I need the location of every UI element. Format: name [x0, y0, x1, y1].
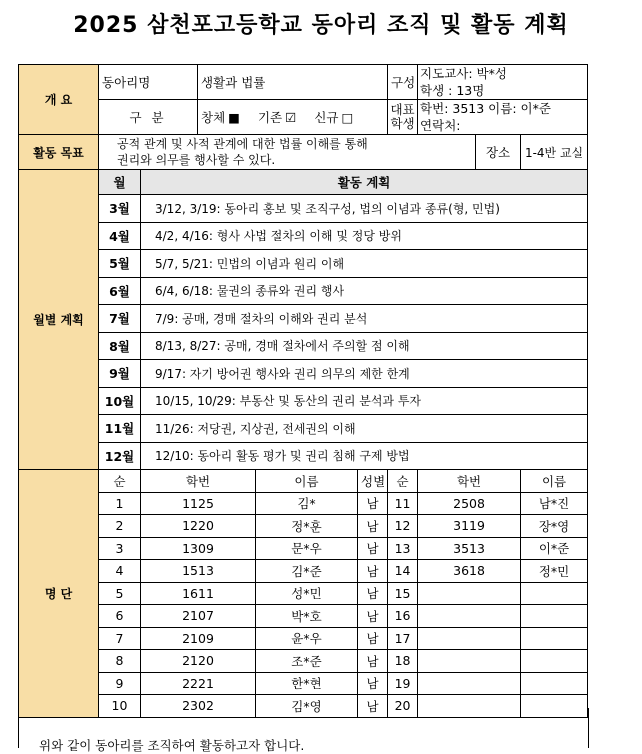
roster-cell-name: 문*우	[256, 537, 358, 560]
club-name: 생활과 법률	[198, 65, 388, 100]
advisor: 지도교사: 박*성	[420, 66, 507, 81]
roster-cell-no: 2	[99, 515, 141, 538]
roster-cell-name	[521, 605, 588, 628]
roster-cell-name	[521, 650, 588, 673]
month-plan: 11/26: 저당권, 지상권, 전세권의 이해	[141, 415, 588, 443]
roster-cell-no: 1	[99, 492, 141, 515]
roster-cell-no: 19	[388, 672, 418, 695]
page-title: 2025 삼천포고등학교 동아리 조직 및 활동 계획	[73, 13, 569, 38]
roster-cell-gender: 남	[358, 650, 388, 673]
month-row	[19, 250, 588, 278]
footer-text: 위와 같이 동아리를 조직하여 활동하고자 합니다.	[39, 738, 305, 753]
roster-cell-student-id: 1220	[141, 515, 256, 538]
composition-label: 구성	[388, 65, 418, 100]
roster-cell-name: 정*훈	[256, 515, 358, 538]
month-plan: 12/10: 동아리 활동 평가 및 권리 침해 구제 방법	[141, 442, 588, 470]
roster-cell-student-id: 1611	[141, 582, 256, 605]
month-row	[19, 195, 588, 223]
roster-cell-student-id: 2120	[141, 650, 256, 673]
roster-cell-name: 박*호	[256, 605, 358, 628]
empty-box-icon: □	[341, 110, 354, 125]
table-row	[19, 582, 588, 605]
roster-cell-student-id	[418, 627, 521, 650]
roster-cell-name: 이*준	[521, 537, 588, 560]
roster-header-name: 이름	[256, 470, 358, 493]
filled-square-icon: ■	[228, 110, 240, 125]
month-plan: 10/15, 10/29: 부동산 및 동산의 권리 분석과 투자	[141, 387, 588, 415]
roster-cell-gender: 남	[358, 627, 388, 650]
table-row	[19, 537, 588, 560]
month-cell: 3월	[99, 195, 141, 223]
roster-cell-student-id: 3618	[418, 560, 521, 583]
composition-info	[418, 65, 588, 100]
roster-cell-no: 20	[388, 695, 418, 718]
roster-cell-no: 10	[99, 695, 141, 718]
roster-cell-name: 장*영	[521, 515, 588, 538]
category-existing[interactable]: 기존 ☑	[257, 110, 297, 125]
month-row	[19, 305, 588, 333]
roster-cell-name: 조*준	[256, 650, 358, 673]
monthly-label: 월별 계획	[19, 170, 99, 470]
roster-cell-student-id	[418, 605, 521, 628]
roster-cell-no: 16	[388, 605, 418, 628]
place-value: 1-4반 교실	[521, 135, 588, 170]
roster-cell-no: 17	[388, 627, 418, 650]
month-cell: 10월	[99, 387, 141, 415]
month-plan: 5/7, 5/21: 민법의 이념과 원리 이해	[141, 250, 588, 278]
table-row	[19, 605, 588, 628]
footer-box	[18, 708, 589, 753]
roster-label: 명 단	[19, 470, 99, 718]
rep-student-label: 대표학생	[388, 100, 418, 135]
rep-info	[418, 100, 588, 135]
roster-cell-name: 정*민	[521, 560, 588, 583]
roster-cell-name: 한*현	[256, 672, 358, 695]
goal-text: 공적 관계 및 사적 관계에 대한 법률 이해를 통해 권리와 의무를 행사할 수 있다.	[99, 135, 476, 170]
roster-header-gender: 성별	[358, 470, 388, 493]
roster-cell-student-id: 2107	[141, 605, 256, 628]
roster-cell-student-id: 1513	[141, 560, 256, 583]
roster-cell-gender: 남	[358, 560, 388, 583]
month-row	[19, 277, 588, 305]
table-row	[19, 492, 588, 515]
month-row	[19, 442, 588, 470]
category-options	[198, 100, 388, 135]
month-plan: 6/4, 6/18: 물권의 종류와 권리 행사	[141, 277, 588, 305]
category-label: 구 분	[99, 100, 198, 135]
table-row	[19, 515, 588, 538]
roster-cell-name: 윤*우	[256, 627, 358, 650]
month-plan: 7/9: 공매, 경매 절차의 이해와 권리 분석	[141, 305, 588, 333]
roster-cell-student-id: 1125	[141, 492, 256, 515]
roster-cell-gender: 남	[358, 605, 388, 628]
rep-contact: 연락처:	[420, 118, 461, 133]
club-plan-table	[18, 64, 588, 718]
table-row	[19, 672, 588, 695]
roster-cell-student-id	[418, 650, 521, 673]
roster-cell-no: 8	[99, 650, 141, 673]
roster-cell-no: 14	[388, 560, 418, 583]
month-plan: 4/2, 4/16: 형사 사법 절차의 이해 및 정당 방위	[141, 222, 588, 250]
roster-cell-name: 남*진	[521, 492, 588, 515]
roster-cell-gender: 남	[358, 672, 388, 695]
roster-cell-gender: 남	[358, 537, 388, 560]
month-cell: 4월	[99, 222, 141, 250]
month-cell: 9월	[99, 360, 141, 388]
roster-cell-student-id: 2221	[141, 672, 256, 695]
table-row	[19, 560, 588, 583]
month-cell: 6월	[99, 277, 141, 305]
roster-cell-name	[521, 582, 588, 605]
roster-cell-student-id: 2109	[141, 627, 256, 650]
category-chang[interactable]: 창체 ■	[201, 110, 240, 125]
month-plan: 8/13, 8/27: 공매, 경매 절차에서 주의할 점 이해	[141, 332, 588, 360]
roster-cell-no: 4	[99, 560, 141, 583]
students-count: 학생 : 13명	[420, 83, 485, 98]
month-row	[19, 222, 588, 250]
month-cell: 5월	[99, 250, 141, 278]
roster-cell-name	[521, 627, 588, 650]
roster-cell-gender: 남	[358, 492, 388, 515]
month-row	[19, 332, 588, 360]
month-cell: 11월	[99, 415, 141, 443]
roster-header-student-id: 학번	[141, 470, 256, 493]
roster-cell-no: 3	[99, 537, 141, 560]
roster-header-student-id: 학번	[418, 470, 521, 493]
roster-cell-gender: 남	[358, 582, 388, 605]
roster-header-no: 순	[388, 470, 418, 493]
roster-cell-gender: 남	[358, 695, 388, 718]
place-label: 장소	[476, 135, 521, 170]
roster-cell-no: 7	[99, 627, 141, 650]
roster-cell-no: 6	[99, 605, 141, 628]
roster-cell-no: 9	[99, 672, 141, 695]
roster-cell-no: 13	[388, 537, 418, 560]
overview-label: 개 요	[19, 65, 99, 135]
roster-cell-student-id	[418, 582, 521, 605]
club-name-label: 동아리명	[99, 65, 198, 100]
table-body	[19, 65, 588, 718]
roster-cell-no: 18	[388, 650, 418, 673]
roster-cell-name: 성*민	[256, 582, 358, 605]
roster-cell-name: 김*	[256, 492, 358, 515]
month-row	[19, 415, 588, 443]
month-plan: 9/17: 자기 방어권 행사와 권리 의무의 제한 한계	[141, 360, 588, 388]
roster-cell-no: 5	[99, 582, 141, 605]
month-row	[19, 360, 588, 388]
roster-cell-no: 11	[388, 492, 418, 515]
roster-cell-student-id: 3119	[418, 515, 521, 538]
roster-cell-student-id: 2302	[141, 695, 256, 718]
month-plan: 3/12, 3/19: 동아리 홍보 및 조직구성, 법의 이념과 종류(형, 민법)	[141, 195, 588, 223]
month-row	[19, 387, 588, 415]
roster-cell-student-id: 2508	[418, 492, 521, 515]
checked-box-icon: ☑	[285, 110, 297, 125]
roster-cell-name: 김*영	[256, 695, 358, 718]
roster-header-no: 순	[99, 470, 141, 493]
month-cell: 7월	[99, 305, 141, 333]
plan-header: 활동 계획	[141, 170, 588, 195]
table-row	[19, 650, 588, 673]
roster-cell-student-id: 3513	[418, 537, 521, 560]
roster-cell-student-id: 1309	[141, 537, 256, 560]
month-cell: 12월	[99, 442, 141, 470]
roster-cell-no: 15	[388, 582, 418, 605]
roster-cell-no: 12	[388, 515, 418, 538]
roster-header-name: 이름	[521, 470, 588, 493]
goal-label: 활동 목표	[19, 135, 99, 170]
table-row	[19, 627, 588, 650]
roster-cell-student-id	[418, 672, 521, 695]
rep-id-name: 학번: 3513 이름: 이*준	[420, 101, 551, 116]
month-header: 월	[99, 170, 141, 195]
roster-cell-name: 김*준	[256, 560, 358, 583]
category-new[interactable]: 신규 □	[314, 110, 354, 125]
roster-cell-gender: 남	[358, 515, 388, 538]
roster-cell-name	[521, 672, 588, 695]
month-cell: 8월	[99, 332, 141, 360]
